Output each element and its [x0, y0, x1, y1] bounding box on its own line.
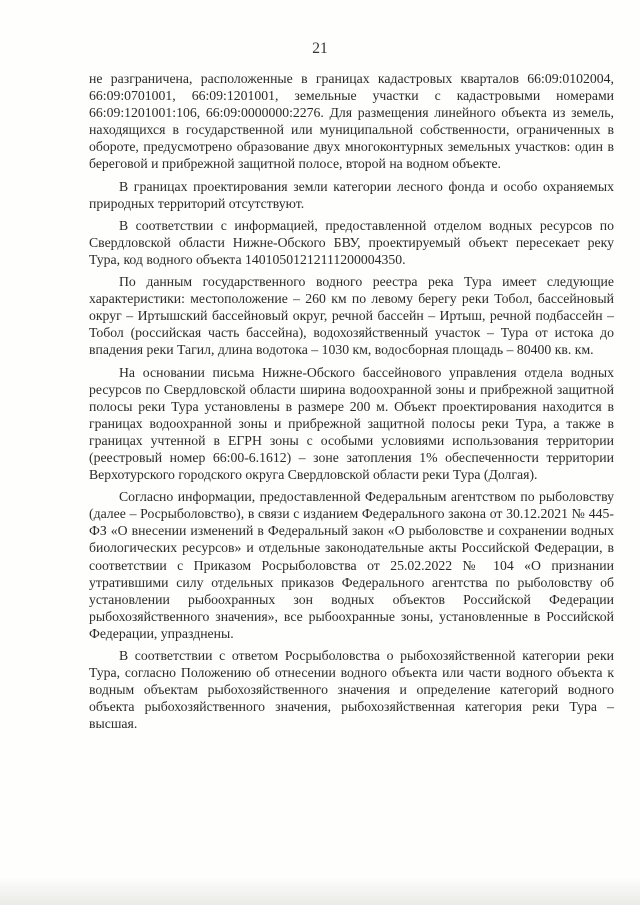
paragraph-land-plots: не разграничена, расположенные в границах кадастровых кварталов 66:09:0102004, 66:09:0701001, 66:09:1201001, земельные участки с кадастровыми номерами 66:09:1201001:106, 66:09:0000000:2276. Для размещения линейного объекта из земель, находящихся в государственной или муниципальной собственности, ограниченных в обороте, предусмотрено образование двух многоконтурных земельных участков: один в береговой и прибрежной защитной полосе, второй на водном объекте. — [89, 71, 614, 172]
paragraph-forest-fund: В границах проектирования земли категории лесного фонда и особо охраняемых природных территорий отсутствуют. — [89, 178, 614, 211]
paragraph-water-crossing: В соответствии с информацией, предоставленной отделом водных ресурсов по Свердловской области Нижне-Обского БВУ, проектируемый объект пересекает реку Тура, код водного объекта 14010501212111200004350. — [89, 217, 614, 267]
document-body — [89, 70, 614, 737]
paragraph-fishery-category: В соответствии с ответом Росрыболовства о рыбохозяйственной категории реки Тура, согласно Положению об отнесении водного объекта или части водного объекта к водным объектам рыбохозяйственного значения и определение категорий водного объекта рыбохозяйственного значения, рыбохозяйственная категория реки Тура – высшая. — [89, 648, 614, 732]
scan-edge-shadow — [0, 877, 640, 905]
paragraph-river-characteristics: По данным государственного водного реестра река Тура имеет следующие характеристики: местоположение – 260 км по левому берегу реки Тобол, бассейновый округ – Иртышский бассейновый округ, речной бассейн – Иртыш, речной подбассейн – Тобол (российская часть бассейна), водохозяйственный участок – Тура от истока до впадения реки Тагил, длина водотока – 1030 км, водосборная площадь – 80400 кв. км. — [89, 274, 614, 358]
paragraph-water-protection-zone: На основании письма Нижне-Обского бассейнового управления отдела водных ресурсов по Свердловской области ширина водоохранной зоны и прибрежной защитной полосы реки Тура установлены в размере 200 м. Объект проектирования находится в границах водоохранной зоны и прибрежной защитной полосы реки Тура, а также в границах учтенной в ЕГРН зоны с особыми условиями использования территории (реестровый номер 66:00-6.1612) – зоне затопления 1% обеспеченности территории Верхотурского городского округа Свердловской области реки Тура (Долгая). — [89, 364, 614, 483]
page-number: 21 — [312, 40, 328, 57]
paragraph-fish-protection-zones: Согласно информации, предоставленной Федеральным агентством по рыболовству (далее – Росрыболовство), в связи с изданием Федерального закона от 30.12.2021 № 445-ФЗ «О внесении изменений в Федеральный закон «О рыболовстве и сохранении водных биологических ресурсов» и отдельные законодательные акты Российской Федерации, в соответствии с Приказом Росрыболовства от 25.02.2022 № 104 «О признании утратившими силу отдельных приказов Федерального агентства по рыболовству об установлении рыбоохранных зон водных объектов Российской Федерации рыбохозяйственного значения», все рыбоохранные зоны, установленные в Российской Федерации, упразднены. — [89, 489, 614, 641]
